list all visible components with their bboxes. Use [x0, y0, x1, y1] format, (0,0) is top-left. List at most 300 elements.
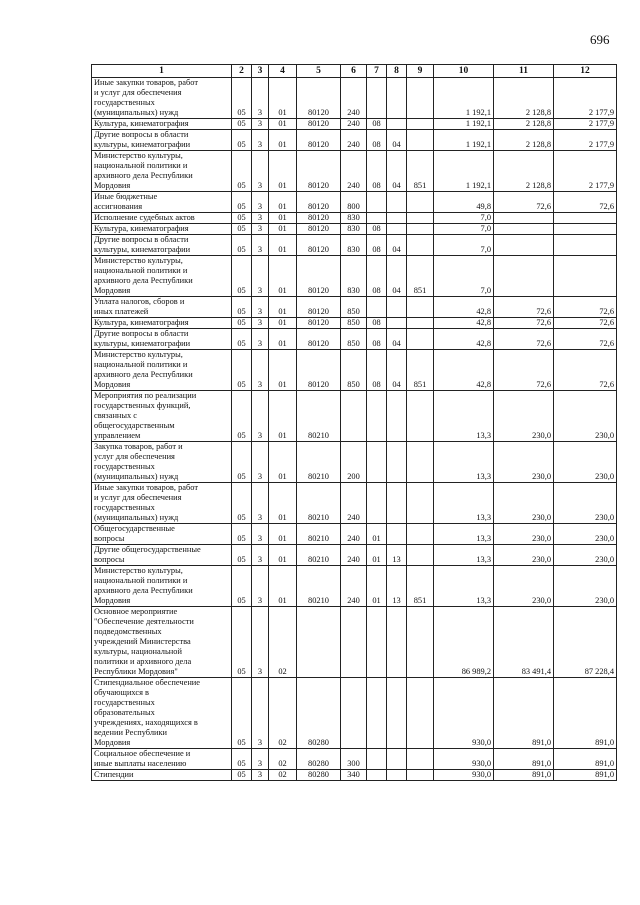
amount-cell: 230,0: [554, 545, 617, 566]
code-cell: 01: [269, 442, 297, 483]
code-cell: 80120: [297, 151, 341, 192]
amount-cell: 230,0: [494, 391, 554, 442]
row-name-cell: Другие общегосударственные вопросы: [92, 545, 232, 566]
code-cell: 01: [269, 130, 297, 151]
code-cell: 240: [341, 151, 367, 192]
row-name-cell: Другие вопросы в области культуры, кинематографии: [92, 235, 232, 256]
amount-cell: [494, 224, 554, 235]
amount-cell: 230,0: [494, 483, 554, 524]
code-cell: 05: [232, 297, 252, 318]
row-name-cell: Общегосударственные вопросы: [92, 524, 232, 545]
row-name-cell: Иные бюджетные ассигнования: [92, 192, 232, 213]
code-cell: 05: [232, 329, 252, 350]
code-cell: 80210: [297, 442, 341, 483]
table-row: [92, 545, 617, 566]
code-cell: 3: [252, 329, 269, 350]
amount-cell: 230,0: [554, 524, 617, 545]
code-cell: [407, 297, 434, 318]
code-cell: 01: [269, 297, 297, 318]
code-cell: 3: [252, 749, 269, 770]
row-name-cell: Закупка товаров, работ и услуг для обеспечения государственных (муниципальных) нужд: [92, 442, 232, 483]
code-cell: 3: [252, 350, 269, 391]
code-cell: 01: [367, 524, 387, 545]
code-cell: [367, 391, 387, 442]
header-cell: 11: [494, 65, 554, 78]
header-cell: 1: [92, 65, 232, 78]
table-row: [92, 350, 617, 391]
code-cell: 80280: [297, 678, 341, 749]
amount-cell: 7,0: [434, 224, 494, 235]
amount-cell: 72,6: [554, 297, 617, 318]
code-cell: [407, 318, 434, 329]
amount-cell: 42,8: [434, 329, 494, 350]
code-cell: 01: [269, 483, 297, 524]
code-cell: 08: [367, 256, 387, 297]
code-cell: [407, 749, 434, 770]
code-cell: [407, 78, 434, 119]
code-cell: [407, 192, 434, 213]
code-cell: 05: [232, 224, 252, 235]
code-cell: 13: [387, 545, 407, 566]
amount-cell: 891,0: [554, 749, 617, 770]
amount-cell: 891,0: [494, 678, 554, 749]
amount-cell: 72,6: [554, 192, 617, 213]
amount-cell: 930,0: [434, 678, 494, 749]
code-cell: 851: [407, 151, 434, 192]
code-cell: [407, 770, 434, 781]
code-cell: 01: [269, 524, 297, 545]
code-cell: 3: [252, 483, 269, 524]
amount-cell: [494, 256, 554, 297]
table-row: [92, 391, 617, 442]
row-name-cell: Министерство культуры, национальной политики и архивного дела Республики Мордовия: [92, 350, 232, 391]
code-cell: 240: [341, 130, 367, 151]
amount-cell: 72,6: [554, 329, 617, 350]
code-cell: 80120: [297, 329, 341, 350]
table-row: [92, 566, 617, 607]
code-cell: [387, 297, 407, 318]
code-cell: 3: [252, 224, 269, 235]
code-cell: 01: [269, 78, 297, 119]
amount-cell: [494, 213, 554, 224]
code-cell: [407, 524, 434, 545]
code-cell: 3: [252, 297, 269, 318]
code-cell: 13: [387, 566, 407, 607]
code-cell: [407, 224, 434, 235]
code-cell: 80120: [297, 130, 341, 151]
amount-cell: 13,3: [434, 391, 494, 442]
code-cell: [341, 607, 367, 678]
code-cell: 240: [341, 119, 367, 130]
amount-cell: 13,3: [434, 545, 494, 566]
amount-cell: 13,3: [434, 483, 494, 524]
code-cell: 05: [232, 78, 252, 119]
code-cell: [367, 78, 387, 119]
code-cell: 851: [407, 256, 434, 297]
code-cell: 05: [232, 213, 252, 224]
amount-cell: [554, 235, 617, 256]
code-cell: 01: [269, 119, 297, 130]
code-cell: 05: [232, 318, 252, 329]
code-cell: 240: [341, 545, 367, 566]
amount-cell: 72,6: [554, 318, 617, 329]
code-cell: 240: [341, 566, 367, 607]
code-cell: 3: [252, 524, 269, 545]
code-cell: [407, 119, 434, 130]
amount-cell: 230,0: [494, 442, 554, 483]
table-row: [92, 770, 617, 781]
code-cell: [407, 329, 434, 350]
code-cell: [407, 545, 434, 566]
amount-cell: 1 192,1: [434, 78, 494, 119]
amount-cell: 1 192,1: [434, 119, 494, 130]
code-cell: [387, 119, 407, 130]
row-name-cell: Министерство культуры, национальной политики и архивного дела Республики Мордовия: [92, 256, 232, 297]
code-cell: 05: [232, 524, 252, 545]
code-cell: [341, 678, 367, 749]
budget-table: [91, 64, 617, 781]
code-cell: [387, 318, 407, 329]
code-cell: 01: [269, 151, 297, 192]
row-name-cell: Основное мероприятие "Обеспечение деятельности подведомственных учреждений Министерства культуры, национальной политики и архивного дела Республики Мордовия": [92, 607, 232, 678]
code-cell: 830: [341, 224, 367, 235]
code-cell: [387, 192, 407, 213]
amount-cell: 13,3: [434, 442, 494, 483]
code-cell: 08: [367, 224, 387, 235]
code-cell: 80210: [297, 391, 341, 442]
row-name-cell: Иные закупки товаров, работ и услуг для обеспечения государственных (муниципальных) нужд: [92, 483, 232, 524]
code-cell: [367, 213, 387, 224]
page-number: 696: [590, 32, 610, 47]
amount-cell: 2 177,9: [554, 119, 617, 130]
row-name-cell: Другие вопросы в области культуры, кинематографии: [92, 329, 232, 350]
code-cell: 830: [341, 235, 367, 256]
code-cell: [367, 749, 387, 770]
code-cell: [387, 213, 407, 224]
code-cell: 3: [252, 442, 269, 483]
header-cell: 6: [341, 65, 367, 78]
code-cell: [367, 678, 387, 749]
code-cell: 05: [232, 119, 252, 130]
table-row: [92, 524, 617, 545]
amount-cell: 72,6: [494, 318, 554, 329]
amount-cell: 87 228,4: [554, 607, 617, 678]
code-cell: [387, 78, 407, 119]
code-cell: [387, 749, 407, 770]
amount-cell: 891,0: [554, 770, 617, 781]
code-cell: [407, 213, 434, 224]
amount-cell: 230,0: [554, 483, 617, 524]
row-name-cell: Стипендиальное обеспечение обучающихся в государственных образовательных учреждениях, находящихся в ведении Республики Мордовия: [92, 678, 232, 749]
code-cell: 01: [269, 192, 297, 213]
amount-cell: 930,0: [434, 749, 494, 770]
amount-cell: 230,0: [494, 545, 554, 566]
code-cell: 340: [341, 770, 367, 781]
amount-cell: 72,6: [494, 297, 554, 318]
code-cell: [341, 391, 367, 442]
code-cell: [387, 483, 407, 524]
code-cell: 08: [367, 119, 387, 130]
code-cell: [407, 130, 434, 151]
code-cell: [367, 442, 387, 483]
table-row: [92, 329, 617, 350]
code-cell: [407, 391, 434, 442]
code-cell: 02: [269, 770, 297, 781]
code-cell: 01: [269, 350, 297, 391]
table-row: [92, 442, 617, 483]
header-cell: 7: [367, 65, 387, 78]
row-name-cell: Культура, кинематография: [92, 224, 232, 235]
amount-cell: 72,6: [554, 350, 617, 391]
code-cell: 01: [269, 224, 297, 235]
code-cell: 08: [367, 130, 387, 151]
code-cell: 04: [387, 329, 407, 350]
amount-cell: [554, 224, 617, 235]
amount-cell: 230,0: [494, 566, 554, 607]
code-cell: 80210: [297, 524, 341, 545]
code-cell: [367, 297, 387, 318]
code-cell: 80120: [297, 256, 341, 297]
code-cell: 05: [232, 566, 252, 607]
table-row: [92, 224, 617, 235]
row-name-cell: Социальное обеспечение и иные выплаты населению: [92, 749, 232, 770]
code-cell: 80120: [297, 224, 341, 235]
amount-cell: 230,0: [554, 442, 617, 483]
code-cell: [387, 442, 407, 483]
code-cell: 05: [232, 192, 252, 213]
amount-cell: 72,6: [494, 329, 554, 350]
row-name-cell: Культура, кинематография: [92, 119, 232, 130]
amount-cell: 891,0: [554, 678, 617, 749]
header-cell: 8: [387, 65, 407, 78]
code-cell: 05: [232, 256, 252, 297]
amount-cell: 230,0: [554, 566, 617, 607]
code-cell: 80120: [297, 119, 341, 130]
code-cell: 05: [232, 235, 252, 256]
header-cell: 10: [434, 65, 494, 78]
table-row: [92, 151, 617, 192]
code-cell: 05: [232, 151, 252, 192]
code-cell: 3: [252, 566, 269, 607]
row-name-cell: Министерство культуры, национальной политики и архивного дела Республики Мордовия: [92, 566, 232, 607]
code-cell: 80120: [297, 78, 341, 119]
code-cell: [407, 442, 434, 483]
code-cell: 3: [252, 151, 269, 192]
code-cell: 80120: [297, 318, 341, 329]
amount-cell: 2 128,8: [494, 151, 554, 192]
amount-cell: 13,3: [434, 524, 494, 545]
table-row: [92, 483, 617, 524]
code-cell: 850: [341, 329, 367, 350]
code-cell: 08: [367, 318, 387, 329]
code-cell: 04: [387, 256, 407, 297]
row-name-cell: Иные закупки товаров, работ и услуг для обеспечения государственных (муниципальных) нужд: [92, 78, 232, 119]
header-cell: 2: [232, 65, 252, 78]
code-cell: 04: [387, 350, 407, 391]
code-cell: 08: [367, 350, 387, 391]
amount-cell: 13,3: [434, 566, 494, 607]
row-name-cell: Исполнение судебных актов: [92, 213, 232, 224]
code-cell: 01: [269, 213, 297, 224]
code-cell: 01: [269, 256, 297, 297]
code-cell: 850: [341, 297, 367, 318]
code-cell: 240: [341, 483, 367, 524]
code-cell: 04: [387, 151, 407, 192]
code-cell: 02: [269, 678, 297, 749]
table-row: [92, 318, 617, 329]
amount-cell: 230,0: [494, 524, 554, 545]
amount-cell: [554, 256, 617, 297]
code-cell: 80120: [297, 235, 341, 256]
header-cell: 3: [252, 65, 269, 78]
header-cell: 5: [297, 65, 341, 78]
code-cell: 3: [252, 678, 269, 749]
header-cell: 9: [407, 65, 434, 78]
amount-cell: 7,0: [434, 256, 494, 297]
amount-cell: 2 177,9: [554, 151, 617, 192]
code-cell: 05: [232, 130, 252, 151]
code-cell: 80120: [297, 192, 341, 213]
amount-cell: 1 192,1: [434, 130, 494, 151]
code-cell: 01: [269, 566, 297, 607]
code-cell: 3: [252, 770, 269, 781]
amount-cell: 7,0: [434, 213, 494, 224]
code-cell: [387, 391, 407, 442]
code-cell: 05: [232, 350, 252, 391]
code-cell: 800: [341, 192, 367, 213]
code-cell: 80120: [297, 297, 341, 318]
amount-cell: 72,6: [494, 350, 554, 391]
code-cell: [367, 770, 387, 781]
code-cell: 200: [341, 442, 367, 483]
code-cell: 08: [367, 151, 387, 192]
code-cell: 3: [252, 235, 269, 256]
code-cell: [387, 607, 407, 678]
amount-cell: 83 491,4: [494, 607, 554, 678]
code-cell: 3: [252, 213, 269, 224]
table-row: [92, 119, 617, 130]
code-cell: 05: [232, 770, 252, 781]
amount-cell: 42,8: [434, 318, 494, 329]
code-cell: 300: [341, 749, 367, 770]
code-cell: 830: [341, 256, 367, 297]
code-cell: [367, 483, 387, 524]
code-cell: 3: [252, 607, 269, 678]
code-cell: 80210: [297, 566, 341, 607]
code-cell: 80210: [297, 483, 341, 524]
code-cell: [407, 483, 434, 524]
code-cell: 05: [232, 483, 252, 524]
code-cell: 3: [252, 78, 269, 119]
amount-cell: 42,8: [434, 350, 494, 391]
code-cell: 3: [252, 256, 269, 297]
code-cell: 01: [269, 391, 297, 442]
amount-cell: 230,0: [554, 391, 617, 442]
code-cell: 3: [252, 192, 269, 213]
code-cell: 80210: [297, 545, 341, 566]
code-cell: 05: [232, 607, 252, 678]
row-name-cell: Стипендии: [92, 770, 232, 781]
code-cell: 01: [269, 329, 297, 350]
code-cell: 851: [407, 566, 434, 607]
table-row: [92, 297, 617, 318]
amount-cell: 891,0: [494, 770, 554, 781]
code-cell: 04: [387, 235, 407, 256]
table-row: [92, 235, 617, 256]
code-cell: 05: [232, 442, 252, 483]
code-cell: [367, 192, 387, 213]
code-cell: 05: [232, 545, 252, 566]
code-cell: 01: [269, 318, 297, 329]
code-cell: 80280: [297, 749, 341, 770]
code-cell: 80280: [297, 770, 341, 781]
code-cell: 80120: [297, 213, 341, 224]
code-cell: [407, 607, 434, 678]
row-name-cell: Уплата налогов, сборов и иных платежей: [92, 297, 232, 318]
amount-cell: 7,0: [434, 235, 494, 256]
code-cell: 3: [252, 119, 269, 130]
amount-cell: 2 128,8: [494, 119, 554, 130]
table-row: [92, 78, 617, 119]
table-row: [92, 749, 617, 770]
amount-cell: 930,0: [434, 770, 494, 781]
code-cell: [387, 224, 407, 235]
code-cell: [387, 678, 407, 749]
amount-cell: 2 128,8: [494, 78, 554, 119]
amount-cell: 72,6: [494, 192, 554, 213]
table-row: [92, 678, 617, 749]
code-cell: 80120: [297, 350, 341, 391]
code-cell: 3: [252, 545, 269, 566]
table-row: [92, 607, 617, 678]
code-cell: 08: [367, 235, 387, 256]
code-cell: 05: [232, 678, 252, 749]
code-cell: 04: [387, 130, 407, 151]
amount-cell: 86 989,2: [434, 607, 494, 678]
code-cell: 830: [341, 213, 367, 224]
code-cell: [407, 678, 434, 749]
code-cell: 05: [232, 749, 252, 770]
table-row: [92, 130, 617, 151]
code-cell: 240: [341, 524, 367, 545]
table-row: [92, 213, 617, 224]
code-cell: 850: [341, 350, 367, 391]
amount-cell: 1 192,1: [434, 151, 494, 192]
code-cell: 02: [269, 607, 297, 678]
header-row: [92, 65, 617, 78]
row-name-cell: Культура, кинематография: [92, 318, 232, 329]
code-cell: 851: [407, 350, 434, 391]
row-name-cell: Другие вопросы в области культуры, кинематографии: [92, 130, 232, 151]
code-cell: 01: [269, 545, 297, 566]
code-cell: 240: [341, 78, 367, 119]
row-name-cell: Мероприятия по реализации государственных функций, связанных с общегосударственным управлением: [92, 391, 232, 442]
code-cell: [387, 524, 407, 545]
header-cell: 4: [269, 65, 297, 78]
row-name-cell: Министерство культуры, национальной политики и архивного дела Республики Мордовия: [92, 151, 232, 192]
amount-cell: [554, 213, 617, 224]
header-cell: 12: [554, 65, 617, 78]
code-cell: [407, 235, 434, 256]
code-cell: [387, 770, 407, 781]
amount-cell: 2 177,9: [554, 78, 617, 119]
code-cell: 01: [367, 566, 387, 607]
table-row: [92, 192, 617, 213]
code-cell: 08: [367, 329, 387, 350]
amount-cell: 2 177,9: [554, 130, 617, 151]
code-cell: 02: [269, 749, 297, 770]
code-cell: 3: [252, 130, 269, 151]
